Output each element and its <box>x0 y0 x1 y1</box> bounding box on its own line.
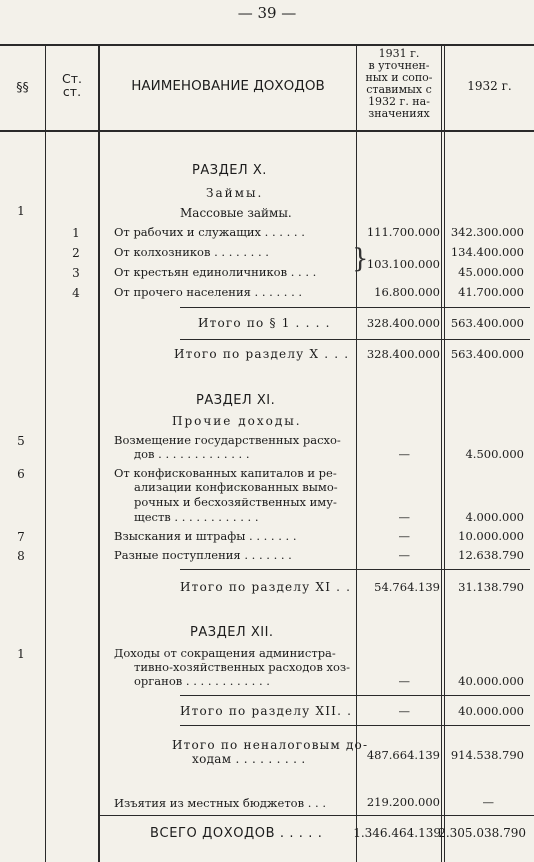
non-tax-total-label-line: Итого по неналоговым до- <box>172 738 369 752</box>
subtotal-rule <box>180 307 530 308</box>
local-budgets-1932: — <box>482 795 494 809</box>
row-name-line: ализации конфискованных вымо- <box>134 480 338 494</box>
section-xii-total-1931: — <box>398 704 410 718</box>
value-1931: 111.700.000 <box>366 225 440 239</box>
row-name-line: ществ . . . . . . . . . . . . <box>134 510 259 524</box>
row-name-line: органов . . . . . . . . . . . . <box>134 674 270 688</box>
section-xi-total-label: Итого по разделу XI . . <box>180 580 352 594</box>
section-total-rule <box>180 695 530 696</box>
value-1931: 16.800.000 <box>374 285 440 299</box>
section-x-total-1931: 328.400.000 <box>366 347 440 361</box>
grand-total-1931: 1.346.464.139 <box>353 826 441 840</box>
brace-icon: } <box>352 244 369 274</box>
para-number: 5 <box>17 434 25 448</box>
row-name-line: Доходы от сокращения администра- <box>114 646 336 660</box>
value-1932: 10.000.000 <box>458 529 524 543</box>
row-name-line: тивно-хозяйственных расходов хоз- <box>134 660 351 674</box>
article-number: 1 <box>72 226 80 240</box>
section-xi-subtitle: Прочие доходы. <box>172 414 302 428</box>
row-name: От прочего населения . . . . . . . <box>114 285 303 299</box>
article-number: 4 <box>72 286 80 300</box>
section-total-rule <box>180 569 530 570</box>
grand-total-label: ВСЕГО ДОХОДОВ . . . . . <box>150 826 323 841</box>
section-xii-total-1932: 40.000.000 <box>458 704 524 718</box>
header-1932: 1932 г. <box>467 79 512 93</box>
row-name: От крестьян единоличников . . . . <box>114 265 317 279</box>
header-para: §§ <box>16 79 29 94</box>
para-total-1931: 328.400.000 <box>366 316 440 330</box>
para-number: 6 <box>17 467 25 481</box>
value-1932: 40.000.000 <box>458 674 524 688</box>
header-bottom-rule <box>0 130 534 132</box>
column-divider-1931-a <box>441 44 442 862</box>
para-number: 1 <box>17 647 25 661</box>
group-title: Массовые займы. <box>180 206 292 220</box>
page-number: — 39 — <box>237 4 297 22</box>
value-1931: — <box>398 447 410 461</box>
value-1931: — <box>398 529 410 543</box>
non-tax-total-1932: 914.538.790 <box>450 748 524 762</box>
para-total-1932: 563.400.000 <box>450 316 524 330</box>
article-number: 3 <box>72 266 80 280</box>
value-1932: 4.500.000 <box>465 447 524 461</box>
section-x-title: РАЗДЕЛ X. <box>192 163 267 178</box>
value-1932: 41.700.000 <box>458 285 524 299</box>
column-divider-1931-b <box>444 44 445 862</box>
row-name-line: От конфискованных капиталов и ре- <box>114 466 337 480</box>
row-name-line: дов . . . . . . . . . . . . . <box>134 447 250 461</box>
row-name-line: рочных и бесхозяйственных иму- <box>134 495 337 509</box>
header-income-name: НАИМЕНОВАНИЕ ДОХОДОВ <box>131 78 325 94</box>
value-1932: 134.400.000 <box>450 245 524 259</box>
value-1931: — <box>398 674 410 688</box>
row-name-line: Возмещение государственных расхо- <box>114 433 341 447</box>
non-tax-total-1931: 487.664.139 <box>366 748 440 762</box>
para-number: 8 <box>17 549 25 563</box>
header-top-rule <box>0 44 534 46</box>
value-1932: 45.000.000 <box>458 265 524 279</box>
section-xi-total-1932: 31.138.790 <box>458 580 524 594</box>
row-name-line: Разные поступления . . . . . . . <box>114 548 292 562</box>
section-xi-total-1931: 54.764.139 <box>374 580 440 594</box>
section-x-total-1932: 563.400.000 <box>450 347 524 361</box>
section-xi-title: РАЗДЕЛ XI. <box>196 393 276 408</box>
value-1931: — <box>398 510 410 524</box>
column-divider-para <box>45 44 46 862</box>
grand-total-1932: 2.305.038.790 <box>438 826 526 840</box>
section-xii-title: РАЗДЕЛ XII. <box>190 625 274 640</box>
value-1932: 4.000.000 <box>465 510 524 524</box>
non-tax-total-label-line: ходам . . . . . . . . . <box>192 752 306 766</box>
section-xii-total-label: Итого по разделу XII. . <box>180 704 353 718</box>
value-1931-joint: 103.100.000 <box>366 257 440 271</box>
row-name: От рабочих и служащих . . . . . . <box>114 225 305 239</box>
para-total-label: Итого по § 1 . . . . <box>198 316 331 330</box>
local-budgets-label: Изъятия из местных бюджетов . . . <box>114 796 327 810</box>
local-budgets-1931: 219.200.000 <box>366 795 440 809</box>
non-tax-total-rule <box>180 725 530 726</box>
row-name: От колхозников . . . . . . . . <box>114 245 269 259</box>
para-number: 1 <box>17 204 25 218</box>
grand-total-rule <box>100 815 534 816</box>
value-1932: 342.300.000 <box>450 225 524 239</box>
para-number: 7 <box>17 530 25 544</box>
section-x-subtitle: Займы. <box>206 186 264 200</box>
row-name-line: Взыскания и штрафы . . . . . . . <box>114 529 297 543</box>
header-article: Ст. ст. <box>62 71 82 99</box>
value-1931: — <box>398 548 410 562</box>
section-total-rule <box>180 339 530 340</box>
section-x-total-label: Итого по разделу X . . . <box>174 347 350 361</box>
article-number: 2 <box>72 246 80 260</box>
header-1931: 1931 г. в уточнен- ных и сопо- ставимых с 1932 г. на- значениях <box>365 47 433 120</box>
value-1932: 12.638.790 <box>458 548 524 562</box>
column-divider-article <box>98 44 100 862</box>
